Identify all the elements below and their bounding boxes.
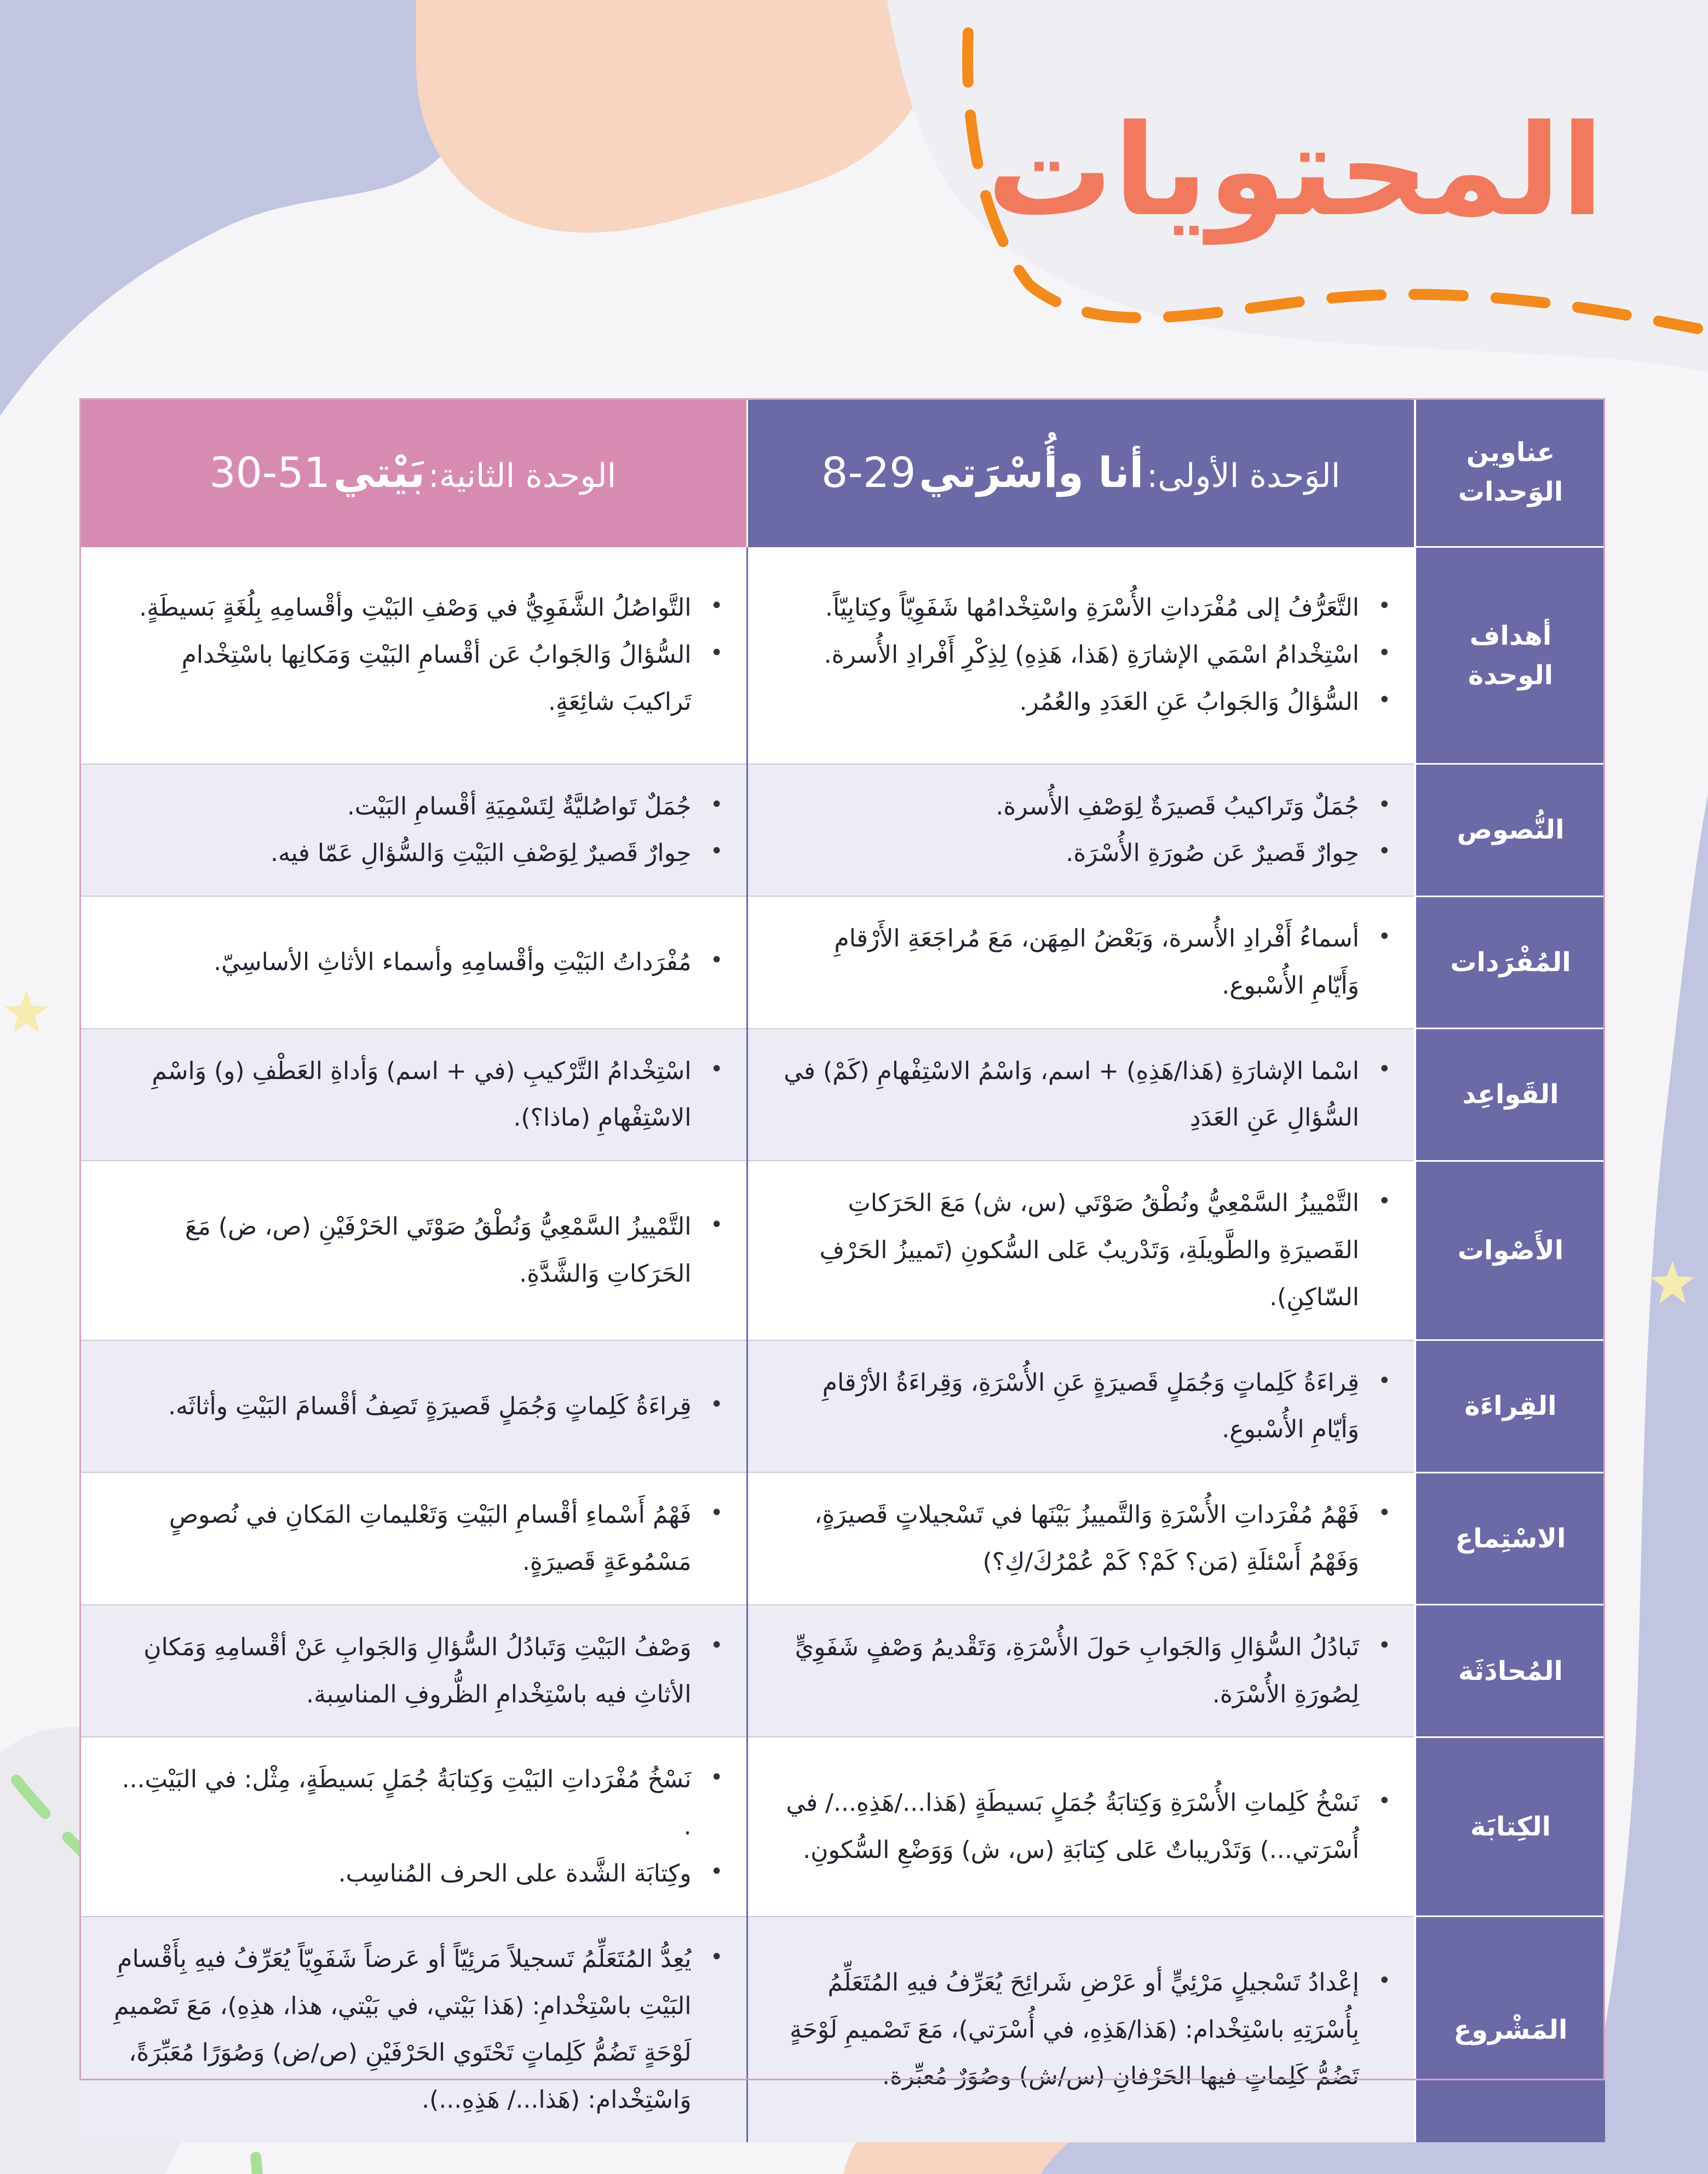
unit2-cell: [79, 1917, 747, 2142]
list-item: • التَّمْييزُ السَّمْعِيُّ وَنُطْقُ صَوْتَي الحَرْفَيْنِ (ص، ض) مَعَ الحَرَكاتِ وَالشَّدَّةِ.: [112, 1203, 692, 1298]
list-item: • جُمَلٌ وَتَراكيبُ قَصيرَةٌ لِوَصْفِ الأُسرة.: [781, 783, 1360, 830]
unit2-cell: [79, 1472, 747, 1605]
unit1-cell: [747, 1472, 1415, 1605]
table-row: [79, 1029, 1605, 1161]
contents-table: [79, 398, 1605, 2142]
row-label: القِراءَة: [1415, 1340, 1605, 1473]
row-label: أهداف الوحدة: [1415, 547, 1605, 764]
unit2-cell: [79, 764, 747, 897]
row-label: القَواعِد: [1415, 1029, 1605, 1161]
list-item: • اسْتِخْدامُ التَّرْكيبِ (في + اسم) وَأداةِ العَطْفِ (و) وَاسْمِ الاسْتِفْهامِ (ماذا؟).: [112, 1048, 692, 1142]
list-item: • التَّمْييزُ السَّمْعِيُّ ونُطْقُ صَوْتَي (س، ش) مَعَ الحَرَكاتِ القَصيرَةِ والطَّويلَةِ، وَتَدْريبٌ عَلى السُّكونِ (تَمييزُ الحَرْفِ السّاكِنِ).: [781, 1180, 1360, 1321]
list-item: • اسْما الإشارَةِ (هَذا/هَذِهِ) + اسم، وَاسْمُ الاسْتِفْهامِ (كَمْ) في السُّؤالِ عَنِ العَدَدِ: [781, 1048, 1360, 1142]
row-label: المُحادَثَة: [1415, 1605, 1605, 1737]
unit1-name: أنا وأُسْرَتي: [919, 448, 1144, 497]
table-row: [79, 547, 1605, 764]
list-item: • التَّواصُلُ الشَّفَوِيُّ في وَصْفِ البَيْتِ وأقْسامِهِ بِلُغَةٍ بَسيطَةٍ.: [112, 584, 692, 632]
table-row: [79, 1472, 1605, 1605]
unit2-cell: [79, 547, 747, 764]
row-label: المَشْروع: [1415, 1917, 1605, 2142]
unit2-header: [79, 398, 747, 547]
unit1-pages: 29-8: [821, 448, 916, 497]
unit1-cell: [747, 896, 1415, 1029]
list-item: • التَّعَرُّفُ إلى مُفْرَداتِ الأُسْرَةِ واسْتِخْدامُها شَفَوِيّاً وكِتابِيّاً.: [781, 584, 1360, 632]
unit1-cell: [747, 1029, 1415, 1161]
list-item: • يُعِدُّ المُتَعَلِّمُ تَسجيلاً مَرئِيّاً أو عَرضاً شَفَوِيّاً يُعَرِّفُ فيهِ بِأَقْسامِ البَيْتِ باسْتِخْدامِ: (هَذا بَيْتي، في بَيْتي، هذا، هذِهِ)، مَعَ تَصْميمِ لَوْحَةٍ تَضُمُّ كَلِماتٍ تَحْتَوي الحَرْفَيْنِ (ص/ض) وَصُوَرًا مُعَبِّرَةً، وَاسْتِخْدام: (هَذا.../ هَذِهِ...).: [112, 1936, 692, 2124]
table-row: [79, 1917, 1605, 2142]
unit2-cell: [79, 896, 747, 1029]
row-label: الكِتابَة: [1415, 1737, 1605, 1916]
unit2-cell: [79, 1605, 747, 1737]
corner-label: عناوين الوَحدات: [1415, 398, 1605, 547]
unit1-cell: [747, 1917, 1415, 2142]
table-row: [79, 1737, 1605, 1916]
list-item: • وكِتابَة الشَّدة على الحرف المُناسِب.: [112, 1850, 692, 1897]
unit1-cell: [747, 1737, 1415, 1916]
unit2-cell: [79, 1737, 747, 1916]
list-item: • إعْدادُ تَسْجيلٍ مَرْئِيٍّ أو عَرْضِ شَرائِحَ يُعَرِّفُ فيهِ المُتَعَلِّمُ بِأُسْرَتِهِ باسْتِخْدام: (هَذا/هَذِهِ، في أُسْرَتي)، مَعَ تَصْميمِ لَوْحَةٍ تَضُمُّ كَلِماتٍ فيها الحَرْفانِ (س/ش) وصُوَرٌ مُعبِّرة.: [781, 1959, 1360, 2100]
list-item: • وَصْفُ البَيْتِ وَتَبادُلُ السُّؤالِ وَالجَوابِ عَنْ أقْسامِهِ وَمَكانِ الأثاثِ فيه باسْتِخْدامِ الظُّروفِ المناسِبة.: [112, 1624, 692, 1718]
row-label: الأَصْوات: [1415, 1161, 1605, 1340]
list-item: • فَهْمُ أَسْماءِ أقْسامِ البَيْتِ وَتَعْليماتِ المَكانِ في نُصوصٍ مَسْمُوعَةٍ قَصيرَةٍ.: [112, 1492, 692, 1586]
list-item: • السُّؤالُ وَالجَوابُ عَن أقْسامِ البَيْتِ وَمَكانِها باسْتِخْدامِ تَراكيبَ شائِعَةٍ.: [112, 632, 692, 726]
list-item: • أسماءُ أَفْرادِ الأُسرة، وَبَعْضُ المِهَن، مَعَ مُراجَعَةِ الأَرْقامِ وَأَيّامِ الأُسْبوع.: [781, 915, 1360, 1009]
list-item: • نَسْخُ مُفْرَداتِ البَيْتِ وَكِتابَةُ جُمَلٍ بَسيطَةٍ، مِثْل: في البَيْتِ... .: [112, 1756, 692, 1850]
list-item: • اسْتِخْدامُ اسْمَي الإشارَةِ (هَذا، هَذِهِ) لِذِكْرِ أَفْرادِ الأُسرة.: [781, 632, 1360, 679]
list-item: • نَسْخُ كَلِماتِ الأُسْرَةِ وَكِتابَةُ جُمَلٍ بَسيطَةٍ (هَذا.../هَذِهِ.../ في أُسْرَتي...) وَتَدْريباتٌ عَلى كِتابَةِ (س، ش) وَوَضْعِ السُّكونِ.: [781, 1780, 1360, 1874]
list-item: • حِوارٌ قَصيرٌ لِوَصْفِ البَيْتِ وَالسُّؤالِ عَمّا فيه.: [112, 830, 692, 877]
table-row: [79, 1161, 1605, 1340]
unit1-cell: [747, 1161, 1415, 1340]
unit2-name: بَيْتي: [333, 448, 425, 497]
list-item: • حِوارٌ قَصيرٌ عَن صُورَةِ الأُسْرَة.: [781, 830, 1360, 877]
row-label: المُفْرَدات: [1415, 896, 1605, 1029]
unit2-label: الوحدة الثانية:: [428, 457, 617, 496]
unit2-pages: 51-30: [209, 448, 331, 497]
row-label: النُّصوص: [1415, 764, 1605, 897]
table-row: [79, 1340, 1605, 1473]
unit1-cell: [747, 764, 1415, 897]
list-item: • السُّؤالُ وَالجَوابُ عَنِ العَدَدِ والعُمُر.: [781, 679, 1360, 726]
list-item: • تَبادُلُ السُّؤالِ وَالجَوابِ حَولَ الأُسْرَةِ، وَتَقْديمُ وَصْفٍ شَفَوِيٍّ لِصُورَةِ الأُسْرَة.: [781, 1624, 1360, 1718]
star-icon: [4, 990, 48, 1033]
unit1-header: [747, 398, 1415, 547]
unit1-cell: [747, 1605, 1415, 1737]
list-item: • قِراءَةُ كَلِماتٍ وَجُمَلٍ قَصيرَةٍ تَصِفُ أقْسامَ البَيْتِ وأثاثَه.: [112, 1383, 692, 1430]
list-item: • مُفْرَداتُ البَيْتِ وأقْسامِهِ وأسماء الأثاثِ الأساسِيّ.: [112, 939, 692, 986]
row-label: الاسْتِماع: [1415, 1472, 1605, 1605]
unit1-cell: [747, 547, 1415, 764]
unit2-cell: [79, 1161, 747, 1340]
list-item: • فَهْمُ مُفْرَداتِ الأُسْرَةِ وَالتَّمييزُ بَيْنَها في تَسْجيلاتٍ قَصيرَةٍ، وَفَهْمُ أَسْئلَةِ (مَن؟ كَمْ؟ كَمْ عُمْرُكَ/كِ؟): [781, 1492, 1360, 1586]
table-row: [79, 764, 1605, 897]
unit1-cell: [747, 1340, 1415, 1473]
peach-blob-top: [416, 0, 930, 233]
list-item: • جُمَلٌ تَواصُليَّةٌ لِتَسْمِيَةِ أقْسامِ البَيْت.: [112, 783, 692, 830]
unit1-label: الوَحدة الأولى:: [1147, 457, 1341, 496]
page-title: المحتويات: [986, 98, 1604, 244]
unit2-cell: [79, 1029, 747, 1161]
table-header-row: [79, 398, 1605, 547]
unit2-cell: [79, 1340, 747, 1473]
table-row: [79, 896, 1605, 1029]
table-row: [79, 1605, 1605, 1737]
list-item: • قِراءَةُ كَلِماتٍ وَجُمَلٍ قَصيرَةٍ عَنِ الأُسْرَةِ، وَقِراءَةُ الأرْقامِ وَأيّامِ الأُسْبوعِ.: [781, 1360, 1360, 1454]
